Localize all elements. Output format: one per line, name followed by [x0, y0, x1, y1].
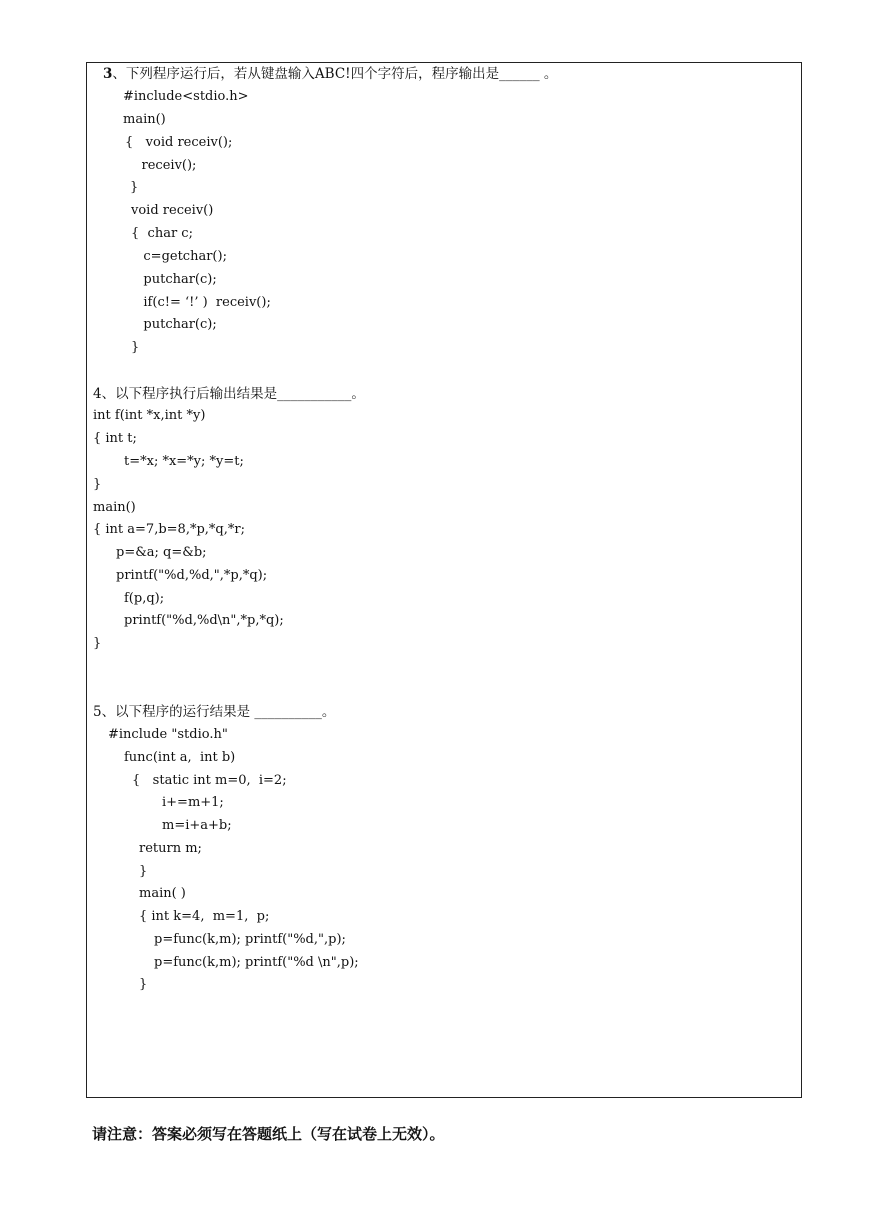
q4-code-line: t=*x; *x=*y; *y=t;: [124, 454, 244, 469]
q3-code-line: receiv();: [125, 158, 197, 173]
question-3-title: [103, 66, 557, 82]
q3-code-line: }: [130, 180, 139, 195]
q3-code-line: if(c!= ‘!’ ) receiv();: [131, 295, 271, 310]
q3-code-line: { char c;: [131, 226, 193, 241]
q5-code-line: p=func(k,m); printf("%d \n",p);: [154, 955, 359, 970]
q3-code-line: putchar(c);: [131, 272, 217, 287]
question-3-number: 3: [103, 66, 113, 82]
q3-code-line: }: [131, 340, 140, 355]
question-4-title: 4、以下程序执行后输出结果是___________。: [93, 386, 365, 402]
q4-code-line: printf("%d,%d\n",*p,*q);: [124, 613, 284, 628]
q3-code-line: putchar(c);: [131, 317, 217, 332]
q4-code-line: { int a=7,b=8,*p,*q,*r;: [93, 522, 245, 537]
q4-code-line: { int t;: [93, 431, 137, 446]
q4-code-line: f(p,q);: [124, 591, 165, 606]
q3-code-line: c=getchar();: [131, 249, 227, 264]
q3-code-line: main(): [123, 112, 166, 127]
q4-code-line: p=&a; q=&b;: [116, 545, 207, 560]
q5-code-line: main( ): [139, 886, 186, 901]
q5-code-line: { static int m=0, i=2;: [132, 773, 287, 788]
question-3-text: 、下列程序运行后，若从键盘输入ABC!四个字符后，程序输出是______ 。: [112, 66, 558, 82]
q5-code-line: m=i+a+b;: [162, 818, 232, 833]
q5-code-line: }: [139, 864, 148, 879]
q4-code-line: }: [93, 636, 102, 651]
question-5-title: 5、以下程序的运行结果是 __________。: [93, 704, 336, 720]
q5-code-line: #include "stdio.h": [108, 727, 228, 742]
q3-code-line: { void receiv();: [125, 135, 233, 150]
q5-code-line: return m;: [139, 841, 202, 856]
q5-code-line: func(int a, int b): [124, 750, 236, 765]
q5-code-line: i+=m+1;: [162, 795, 224, 810]
q5-code-line: { int k=4, m=1, p;: [139, 909, 270, 924]
q4-code-line: printf("%d,%d,",*p,*q);: [116, 568, 268, 583]
footer-note: 请注意：答案必须写在答题纸上（写在试卷上无效）。: [92, 1125, 445, 1143]
q5-code-line: p=func(k,m); printf("%d,",p);: [154, 932, 346, 947]
q4-code-line: int f(int *x,int *y): [93, 408, 206, 423]
q3-code-line: void receiv(): [131, 203, 214, 218]
q4-code-line: }: [93, 477, 102, 492]
q3-code-line: #include<stdio.h>: [123, 89, 249, 104]
q4-code-line: main(): [93, 500, 136, 515]
q5-code-line: }: [139, 977, 148, 992]
